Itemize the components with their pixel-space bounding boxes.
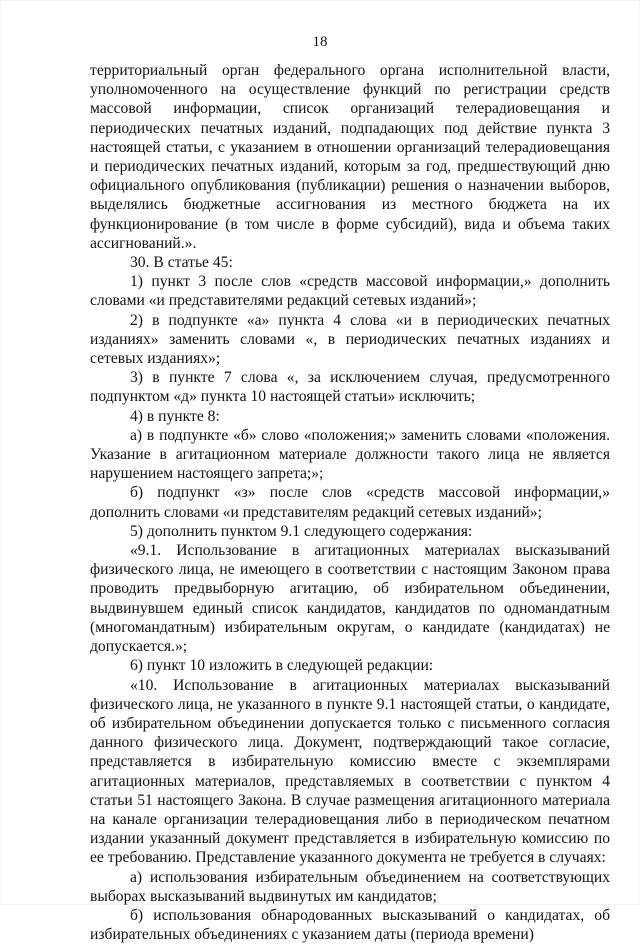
paragraph: 6) пункт 10 изложить в следующей редакции: — [130, 657, 434, 675]
paragraph: б) подпункт «з» после слов «средств массовой информации,» дополнить словами «и представителям редакций сетевых изданий»; — [90, 484, 610, 521]
paragraph: «9.1. Использование в агитационных материалах высказываний физического лица, не имеющего в соответствии с настоящим Законом права проводить предвыборную агитацию, об избирательном объединении, выдвинувшем единый список кандидатов, кандидатов по одномандатным (многомандатным) избирательным округам, о кандидате (кандидатах) не допускается.»; — [90, 542, 610, 656]
paragraph: 30. В статье 45: — [130, 254, 233, 272]
paragraph: «10. Использование в агитационных материалах высказываний физического лица, не указанного в пункте 9.1 настоящей статьи, о кандидате, об избирательном объединении допускается только с письменного согласия данного физического лица. Документ, подтверждающий такое согласие, представляется в избирательную комиссию вместе с экземплярами агитационных материалов, представляемых в соответствии с пунктом 4 статьи 51 настоящего Закона. В случае размещения агитационного материала на канале организации телерадиовещания либо в периодическом печатном издании указанный документ представляется в избирательную комиссию по ее требованию. Представление указанного документа не требуется в случаях: — [90, 676, 610, 867]
paragraph: 3) в пункте 7 слова «, за исключением случая, предусмотренного подпунктом «д» пункта 10 настоящей статьи» исключить; — [90, 369, 610, 406]
paragraph: 2) в подпункте «а» пункта 4 слова «и в периодических печатных изданиях» заменить словами «, в периодических печатных изданиях и сетевых изданиях»; — [90, 311, 610, 368]
paragraph: б) использования обнародованных высказываний о кандидатах, об избирательных объединениях с указанием даты (периода времени) — [90, 906, 610, 944]
paragraph: 5) дополнить пунктом 9.1 следующего содержания: — [130, 522, 473, 540]
paragraph: а) в подпункте «б» слово «положения;» заменить словами «положения. Указание в агитационном материале должности такого лица не является нарушением настоящего запрета;»; — [90, 426, 610, 483]
paragraph: 4) в пункте 8: — [130, 407, 220, 425]
document-body — [90, 61, 610, 944]
page-number: 18 — [312, 34, 328, 50]
paragraph: 1) пункт 3 после слов «средств массовой информации,» дополнить словами «и представителями редакций сетевых изданий»; — [90, 273, 610, 310]
paragraph: территориальный орган федерального органа исполнительной власти, уполномоченного на осуществление функций по регистрации средств массовой информации, список организаций телерадиовещания и периодических печатных изданий, подпадающих под действие пункта 3 настоящей статьи, с указанием в отношении организаций телерадиовещания и периодических печатных изданий, которым за год, предшествующий дню официального опубликования (публикации) решения о назначении выборов, выделялись бюджетные ассигнования из местного бюджета на их функционирование (в том числе в форме субсидий), вида и объема таких ассигнований.». — [90, 62, 610, 252]
paragraph: а) использования избирательным объединением на соответствующих выборах высказываний выдвинутых им кандидатов; — [90, 868, 610, 905]
